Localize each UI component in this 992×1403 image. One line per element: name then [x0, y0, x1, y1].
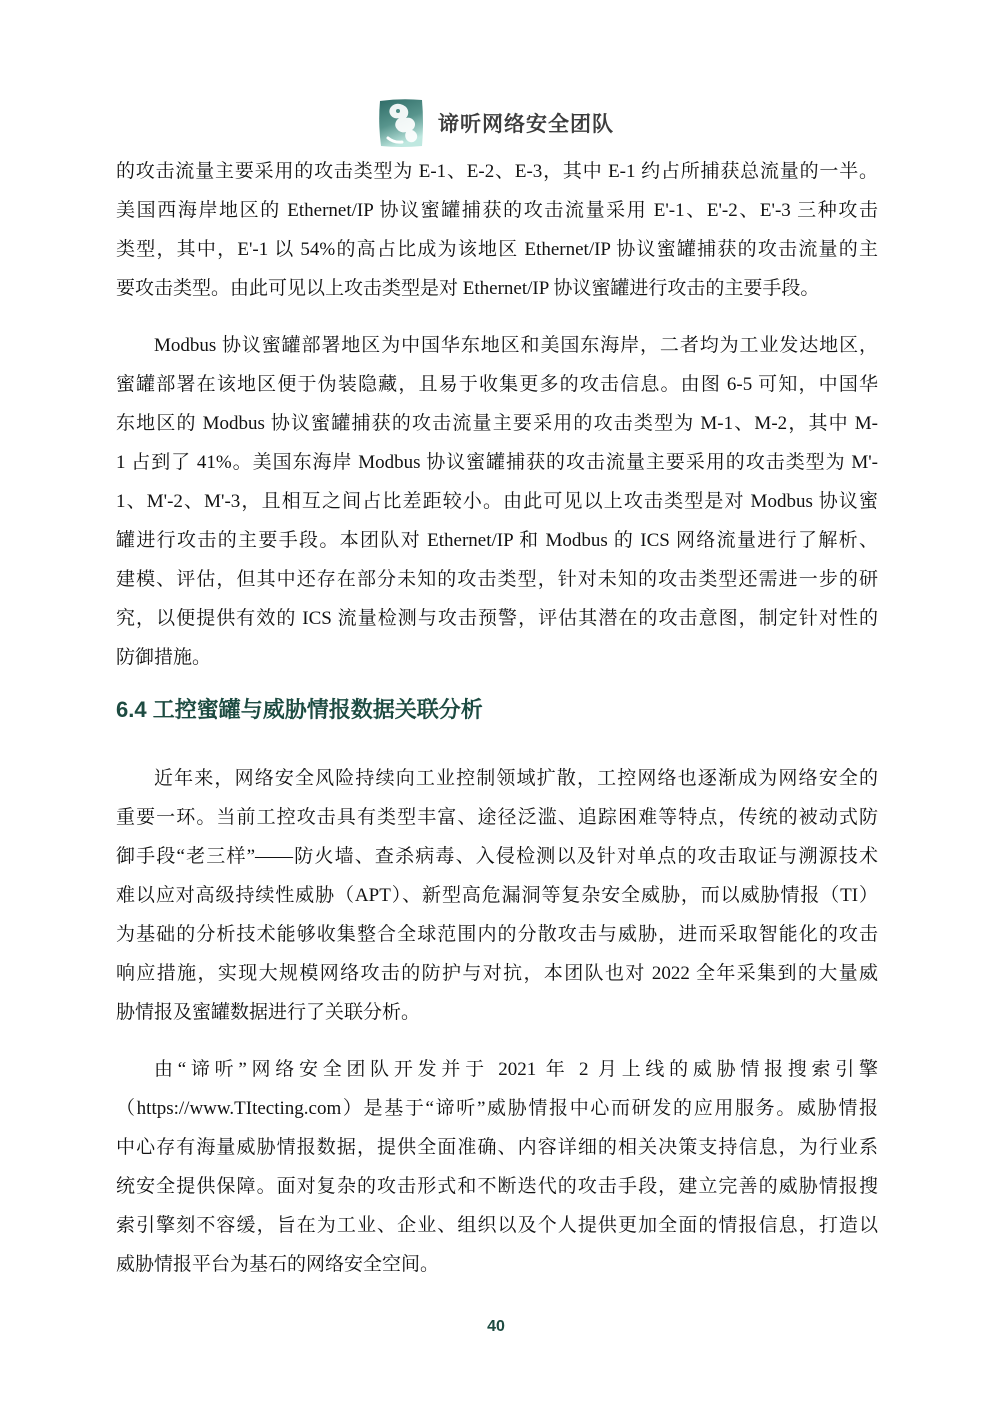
paragraph-line: 蜜罐部署在该地区便于伪装隐藏，且易于收集更多的攻击信息。由图 6-5 可知，中国华 [116, 374, 878, 395]
paragraph-line: 1、M'-2、M'-3，且相互之间占比差距较小。由此可见以上攻击类型是对 Modbus 协议蜜 [116, 491, 878, 512]
paragraph-line: 索引擎刻不容缓，旨在为工业、企业、组织以及个人提供更加全面的情报信息，打造以 [116, 1215, 878, 1236]
page-number: 40 [487, 1318, 505, 1335]
paragraph-line: Modbus 协议蜜罐部署地区为中国华东地区和美国东海岸，二者均为工业发达地区， [154, 335, 878, 356]
paragraph-line: 究，以便提供有效的 ICS 流量检测与攻击预警，评估其潜在的攻击意图，制定针对性的 [116, 608, 878, 629]
paragraph-line: 防御措施。 [116, 647, 212, 668]
logo-team-name: 谛听网络安全团队 [438, 113, 614, 136]
paragraph-line: 建模、评估，但其中还存在部分未知的攻击类型，针对未知的攻击类型还需进一步的研 [116, 569, 878, 590]
paragraph [116, 1050, 878, 1284]
paragraph-line: 的攻击流量主要采用的攻击类型为 E-1、E-2、E-3，其中 E-1 约占所捕获总流量的一半。 [116, 161, 878, 182]
paragraph [116, 326, 878, 677]
paragraph-line: 类型，其中，E'-1 以 54%的高占比成为该地区 Ethernet/IP 协议蜜罐捕获的攻击流量的主 [116, 239, 878, 260]
paragraph-line: 响应措施，实现大规模网络攻击的防护与对抗，本团队也对 2022 全年采集到的大量威 [116, 963, 878, 984]
paragraph-line: 美国西海岸地区的 Ethernet/IP 协议蜜罐捕获的攻击流量采用 E'-1、E'-2、E'-3 三种攻击 [116, 200, 878, 221]
paragraph [116, 759, 878, 1032]
document-body [116, 152, 878, 1284]
paragraph-line: 东地区的 Modbus 协议蜜罐捕获的攻击流量主要采用的攻击类型为 M-1、M-2，其中 M- [116, 413, 878, 434]
page-footer [0, 1318, 992, 1336]
paragraph-line: 由“谛听”网络安全团队开发并于 2021 年 2 月上线的威胁情报搜索引擎 [154, 1059, 878, 1080]
paragraph [116, 152, 878, 308]
paragraph-line: 胁情报及蜜罐数据进行了关联分析。 [116, 1002, 421, 1023]
paragraph-line: 罐进行攻击的主要手段。本团队对 Ethernet/IP 和 Modbus 的 ICS 网络流量进行了解析、 [116, 530, 878, 551]
paragraph-line: 威胁情报平台为基石的网络安全空间。 [116, 1254, 440, 1275]
paragraph-line: 要攻击类型。由此可见以上攻击类型是对 Ethernet/IP 协议蜜罐进行攻击的主要手段。 [116, 278, 820, 299]
paragraph-line: 1 占到了 41%。美国东海岸 Modbus 协议蜜罐捕获的攻击流量主要采用的攻击类型为 M'- [116, 452, 878, 473]
diting-logo-icon [378, 98, 424, 148]
paragraph-line: 近年来，网络安全风险持续向工业控制领域扩散，工控网络也逐渐成为网络安全的 [154, 768, 878, 789]
paragraph-line: 御手段“老三样”——防火墙、查杀病毒、入侵检测以及针对单点的攻击取证与溯源技术 [116, 846, 878, 867]
paragraph-line: 中心存有海量威胁情报数据，提供全面准确、内容详细的相关决策支持信息，为行业系 [116, 1137, 878, 1158]
paragraph-line: 为基础的分析技术能够收集整合全球范围内的分散攻击与威胁，进而采取智能化的攻击 [116, 924, 878, 945]
paragraph-line: 统安全提供保障。面对复杂的攻击形式和不断迭代的攻击手段，建立完善的威胁情报搜 [116, 1176, 878, 1197]
paragraph-line: （https://www.TItecting.com）是基于“谛听”威胁情报中心而研发的应用服务。威胁情报 [116, 1098, 878, 1119]
section-heading: 6.4 工控蜜罐与威胁情报数据关联分析 [116, 697, 483, 722]
page-header [0, 98, 992, 148]
paragraph-line: 难以应对高级持续性威胁（APT）、新型高危漏洞等复杂安全威胁，而以威胁情报（TI） [116, 885, 878, 906]
paragraph-line: 重要一环。当前工控攻击具有类型丰富、途径泛滥、追踪困难等特点，传统的被动式防 [116, 807, 878, 828]
